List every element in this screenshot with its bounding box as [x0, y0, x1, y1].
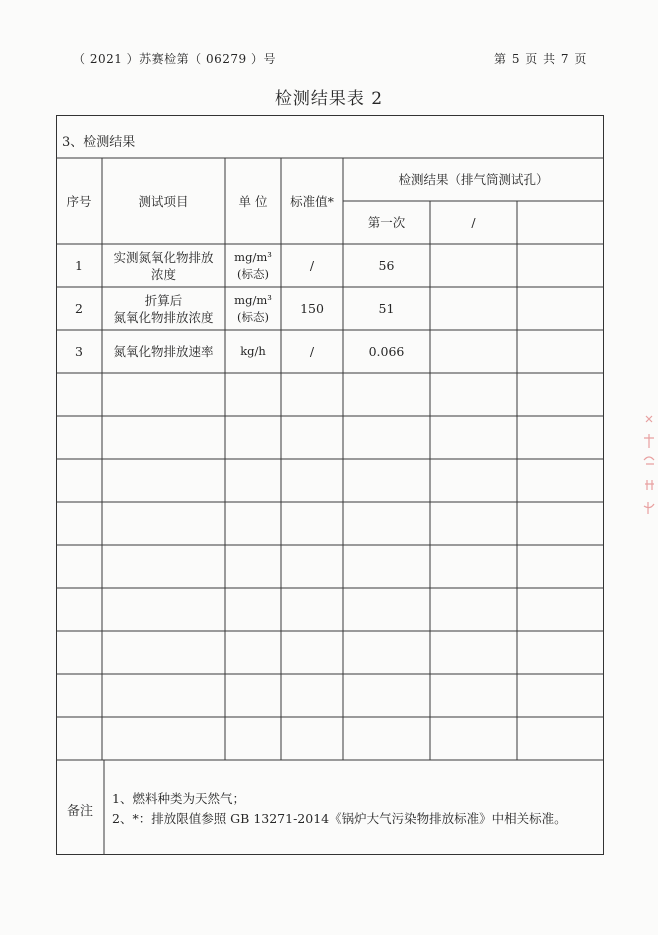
notes-label: 备注: [66, 804, 93, 819]
section-title: 3、检测结果: [62, 135, 136, 150]
row-2-unit-line1: mg/m³: [234, 292, 272, 307]
row-1-standard: /: [309, 258, 315, 273]
seal-stamp-fragment: [640, 410, 658, 530]
row-2-unit: [225, 287, 281, 330]
header-unit: 单 位: [238, 193, 268, 209]
page-title: 检测结果表 2: [274, 89, 384, 109]
row-3-no: 3: [75, 344, 83, 359]
row-2-item-line1: 折算后: [144, 292, 183, 308]
row-2-standard: 150: [300, 301, 324, 316]
row-1-item: [102, 244, 225, 287]
document-number: （ 2021 ）苏赛检第（ 06279 ）号: [73, 52, 276, 66]
row-1-unit-line2: (标态): [237, 266, 269, 281]
row-3-item: 氮氧化物排放速率: [113, 344, 214, 359]
row-2-unit-line2: (标态): [237, 309, 269, 324]
row-2-no: 2: [75, 301, 83, 316]
header-no: 序号: [66, 193, 92, 209]
header-second: /: [471, 215, 476, 230]
row-1-item-line2: 浓度: [150, 266, 176, 282]
row-2-first: 51: [378, 301, 395, 316]
row-1-item-line1: 实测氮氧化物排放: [113, 249, 214, 265]
row-1-no: 1: [75, 258, 83, 273]
row-2-item-line2: 氮氧化物排放浓度: [113, 309, 214, 325]
page-info: 第 5 页 共 7 页: [494, 52, 588, 66]
header-first: 第一次: [367, 215, 406, 230]
notes-text: [112, 789, 567, 829]
row-3-standard: /: [309, 344, 315, 359]
row-1-first: 56: [378, 258, 395, 273]
row-1-unit: [225, 244, 281, 287]
stamp-mark-icon: [640, 410, 658, 530]
row-2-item: [102, 287, 225, 330]
header-result-group: 检测结果（排气筒测试孔）: [398, 172, 549, 187]
row-1-unit-line1: mg/m³: [234, 249, 272, 264]
note-line-2: 2、*：排放限值参照 GB 13271-2014《锅炉大气污染物排放标准》中相关标准。: [112, 811, 567, 826]
row-3-unit: kg/h: [240, 344, 266, 358]
note-line-1: 1、燃料种类为天然气；: [112, 791, 245, 806]
header-item: 测试项目: [138, 193, 189, 209]
header-standard: 标准值*: [290, 193, 334, 209]
row-3-first: 0.066: [368, 344, 405, 359]
